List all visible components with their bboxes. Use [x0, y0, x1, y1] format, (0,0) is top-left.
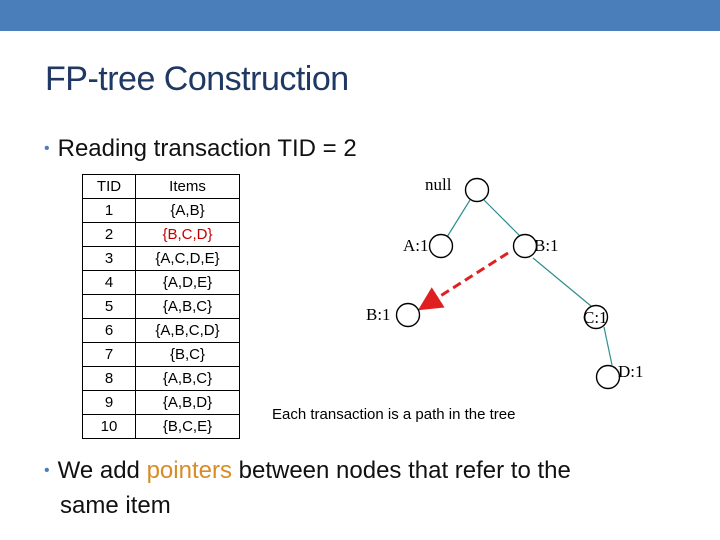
cell-tid: 1: [83, 199, 136, 223]
bullet2-line2: same item: [60, 492, 171, 519]
cell-tid: 2: [83, 223, 136, 247]
cell-tid: 9: [83, 391, 136, 415]
cell-items: {A,B}: [136, 199, 240, 223]
cell-items: {A,B,C}: [136, 295, 240, 319]
node-a-circle: [430, 235, 453, 258]
cell-tid: 7: [83, 343, 136, 367]
node-b-left-label: B:1: [366, 305, 391, 324]
cell-tid: 5: [83, 295, 136, 319]
cell-items: {A,C,D,E}: [136, 247, 240, 271]
cell-tid: 10: [83, 415, 136, 439]
column-header-items: Items: [136, 175, 240, 199]
slide-title: FP-tree Construction: [45, 60, 349, 98]
cell-tid: 8: [83, 367, 136, 391]
node-d-label: D:1: [618, 362, 644, 381]
bullet2-suffix: between nodes that refer to the: [231, 457, 571, 484]
cell-items: {A,B,D}: [136, 391, 240, 415]
cell-tid: 3: [83, 247, 136, 271]
cell-tid: 4: [83, 271, 136, 295]
cell-items: {B,C,E}: [136, 415, 240, 439]
node-a-label: A:1: [403, 236, 429, 255]
cell-tid: 6: [83, 319, 136, 343]
node-c-label: C:1: [583, 308, 608, 327]
node-null-label: null: [425, 175, 452, 194]
cell-items: {B,C,D}: [136, 223, 240, 247]
cell-items: {A,D,E}: [136, 271, 240, 295]
tree-caption: Each transaction is a path in the tree: [272, 406, 516, 423]
edge-b-c: [533, 258, 591, 306]
node-link-pointer: [423, 253, 508, 307]
node-null-circle: [466, 179, 489, 202]
bullet-text: Reading transaction TID = 2: [57, 135, 357, 162]
bullet2-highlight: pointers: [146, 457, 232, 484]
bullet-dot-icon: •: [44, 140, 50, 157]
node-b-left-circle: [397, 304, 420, 327]
bullet-pointers: [44, 455, 571, 522]
bullet-dot-icon: •: [44, 462, 50, 479]
edge-c-d: [604, 327, 612, 365]
edge-null-b: [484, 200, 521, 237]
cell-items: {A,B,C}: [136, 367, 240, 391]
node-d-circle: [597, 366, 620, 389]
edge-null-a: [447, 200, 470, 237]
node-b-right-label: B:1: [534, 236, 559, 255]
cell-items: {A,B,C,D}: [136, 319, 240, 343]
cell-items: {B,C}: [136, 343, 240, 367]
column-header-tid: TID: [83, 175, 136, 199]
bullet2-prefix: We add: [57, 457, 147, 484]
